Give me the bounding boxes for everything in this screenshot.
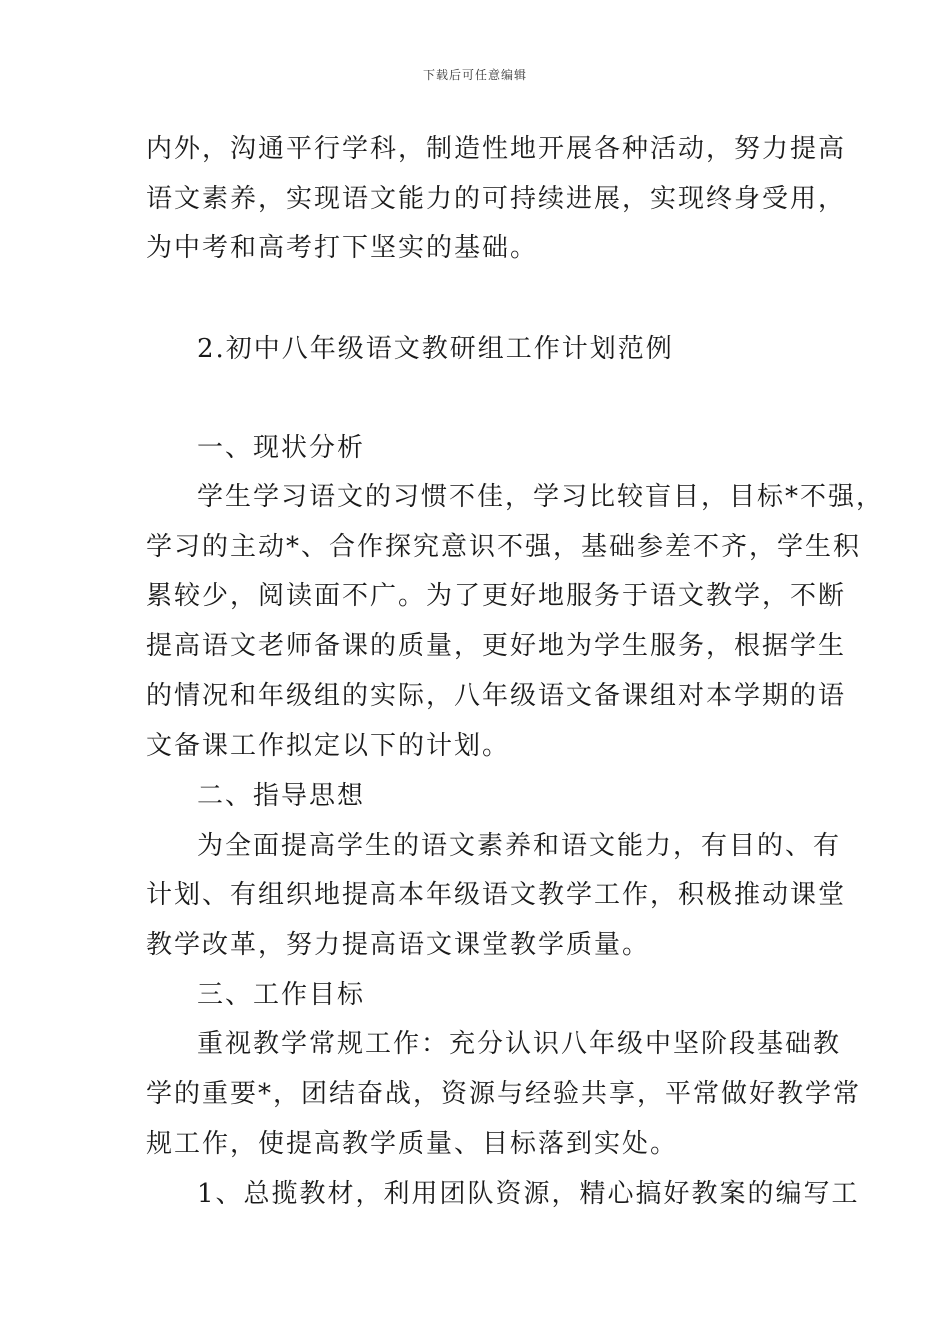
text-line: 1、总揽教材，利用团队资源，精心搞好教案的编写工 bbox=[197, 1179, 860, 1209]
text-line: 语文素养，实现语文能力的可持续进展，实现终身受用， bbox=[146, 184, 847, 214]
text-line: 教学改革，努力提高语文课堂教学质量。 bbox=[146, 930, 651, 960]
page-header: 下载后可任意编辑 bbox=[422, 68, 527, 82]
section-heading: 三、工作目标 bbox=[197, 980, 366, 1010]
text-line: 学习的主动*、合作探究意识不强，基础参差不齐，学生积 bbox=[146, 532, 862, 562]
text-line: 为中考和高考打下坚实的基础。 bbox=[146, 233, 539, 263]
section-heading: 二、指导思想 bbox=[197, 781, 366, 811]
text-line: 规工作，使提高教学质量、目标落到实处。 bbox=[146, 1129, 679, 1159]
text-line: 文备课工作拟定以下的计划。 bbox=[146, 731, 511, 761]
text-line: 的情况和年级组的实际，八年级语文备课组对本学期的语 bbox=[146, 681, 847, 711]
text-line: 累较少，阅读面不广。为了更好地服务于语文教学，不断 bbox=[146, 581, 847, 611]
text-line: 提高语文老师备课的质量，更好地为学生服务，根据学生 bbox=[146, 631, 847, 661]
section-title: 2.初中八年级语文教研组工作计划范例 bbox=[197, 334, 674, 364]
text-line: 学生学习语文的习惯不佳，学习比较盲目，目标*不强， bbox=[197, 482, 885, 512]
text-line: 内外，沟通平行学科，制造性地开展各种活动，努力提高 bbox=[146, 134, 847, 164]
text-line: 为全面提高学生的语文素养和语文能力，有目的、有 bbox=[197, 831, 842, 861]
text-line: 重视教学常规工作：充分认识八年级中坚阶段基础教 bbox=[197, 1029, 842, 1059]
section-heading: 一、现状分析 bbox=[197, 433, 366, 463]
text-line: 学的重要*，团结奋战，资源与经验共享，平常做好教学常 bbox=[146, 1079, 862, 1109]
text-line: 计划、有组织地提高本年级语文教学工作，积极推动课堂 bbox=[146, 880, 847, 910]
